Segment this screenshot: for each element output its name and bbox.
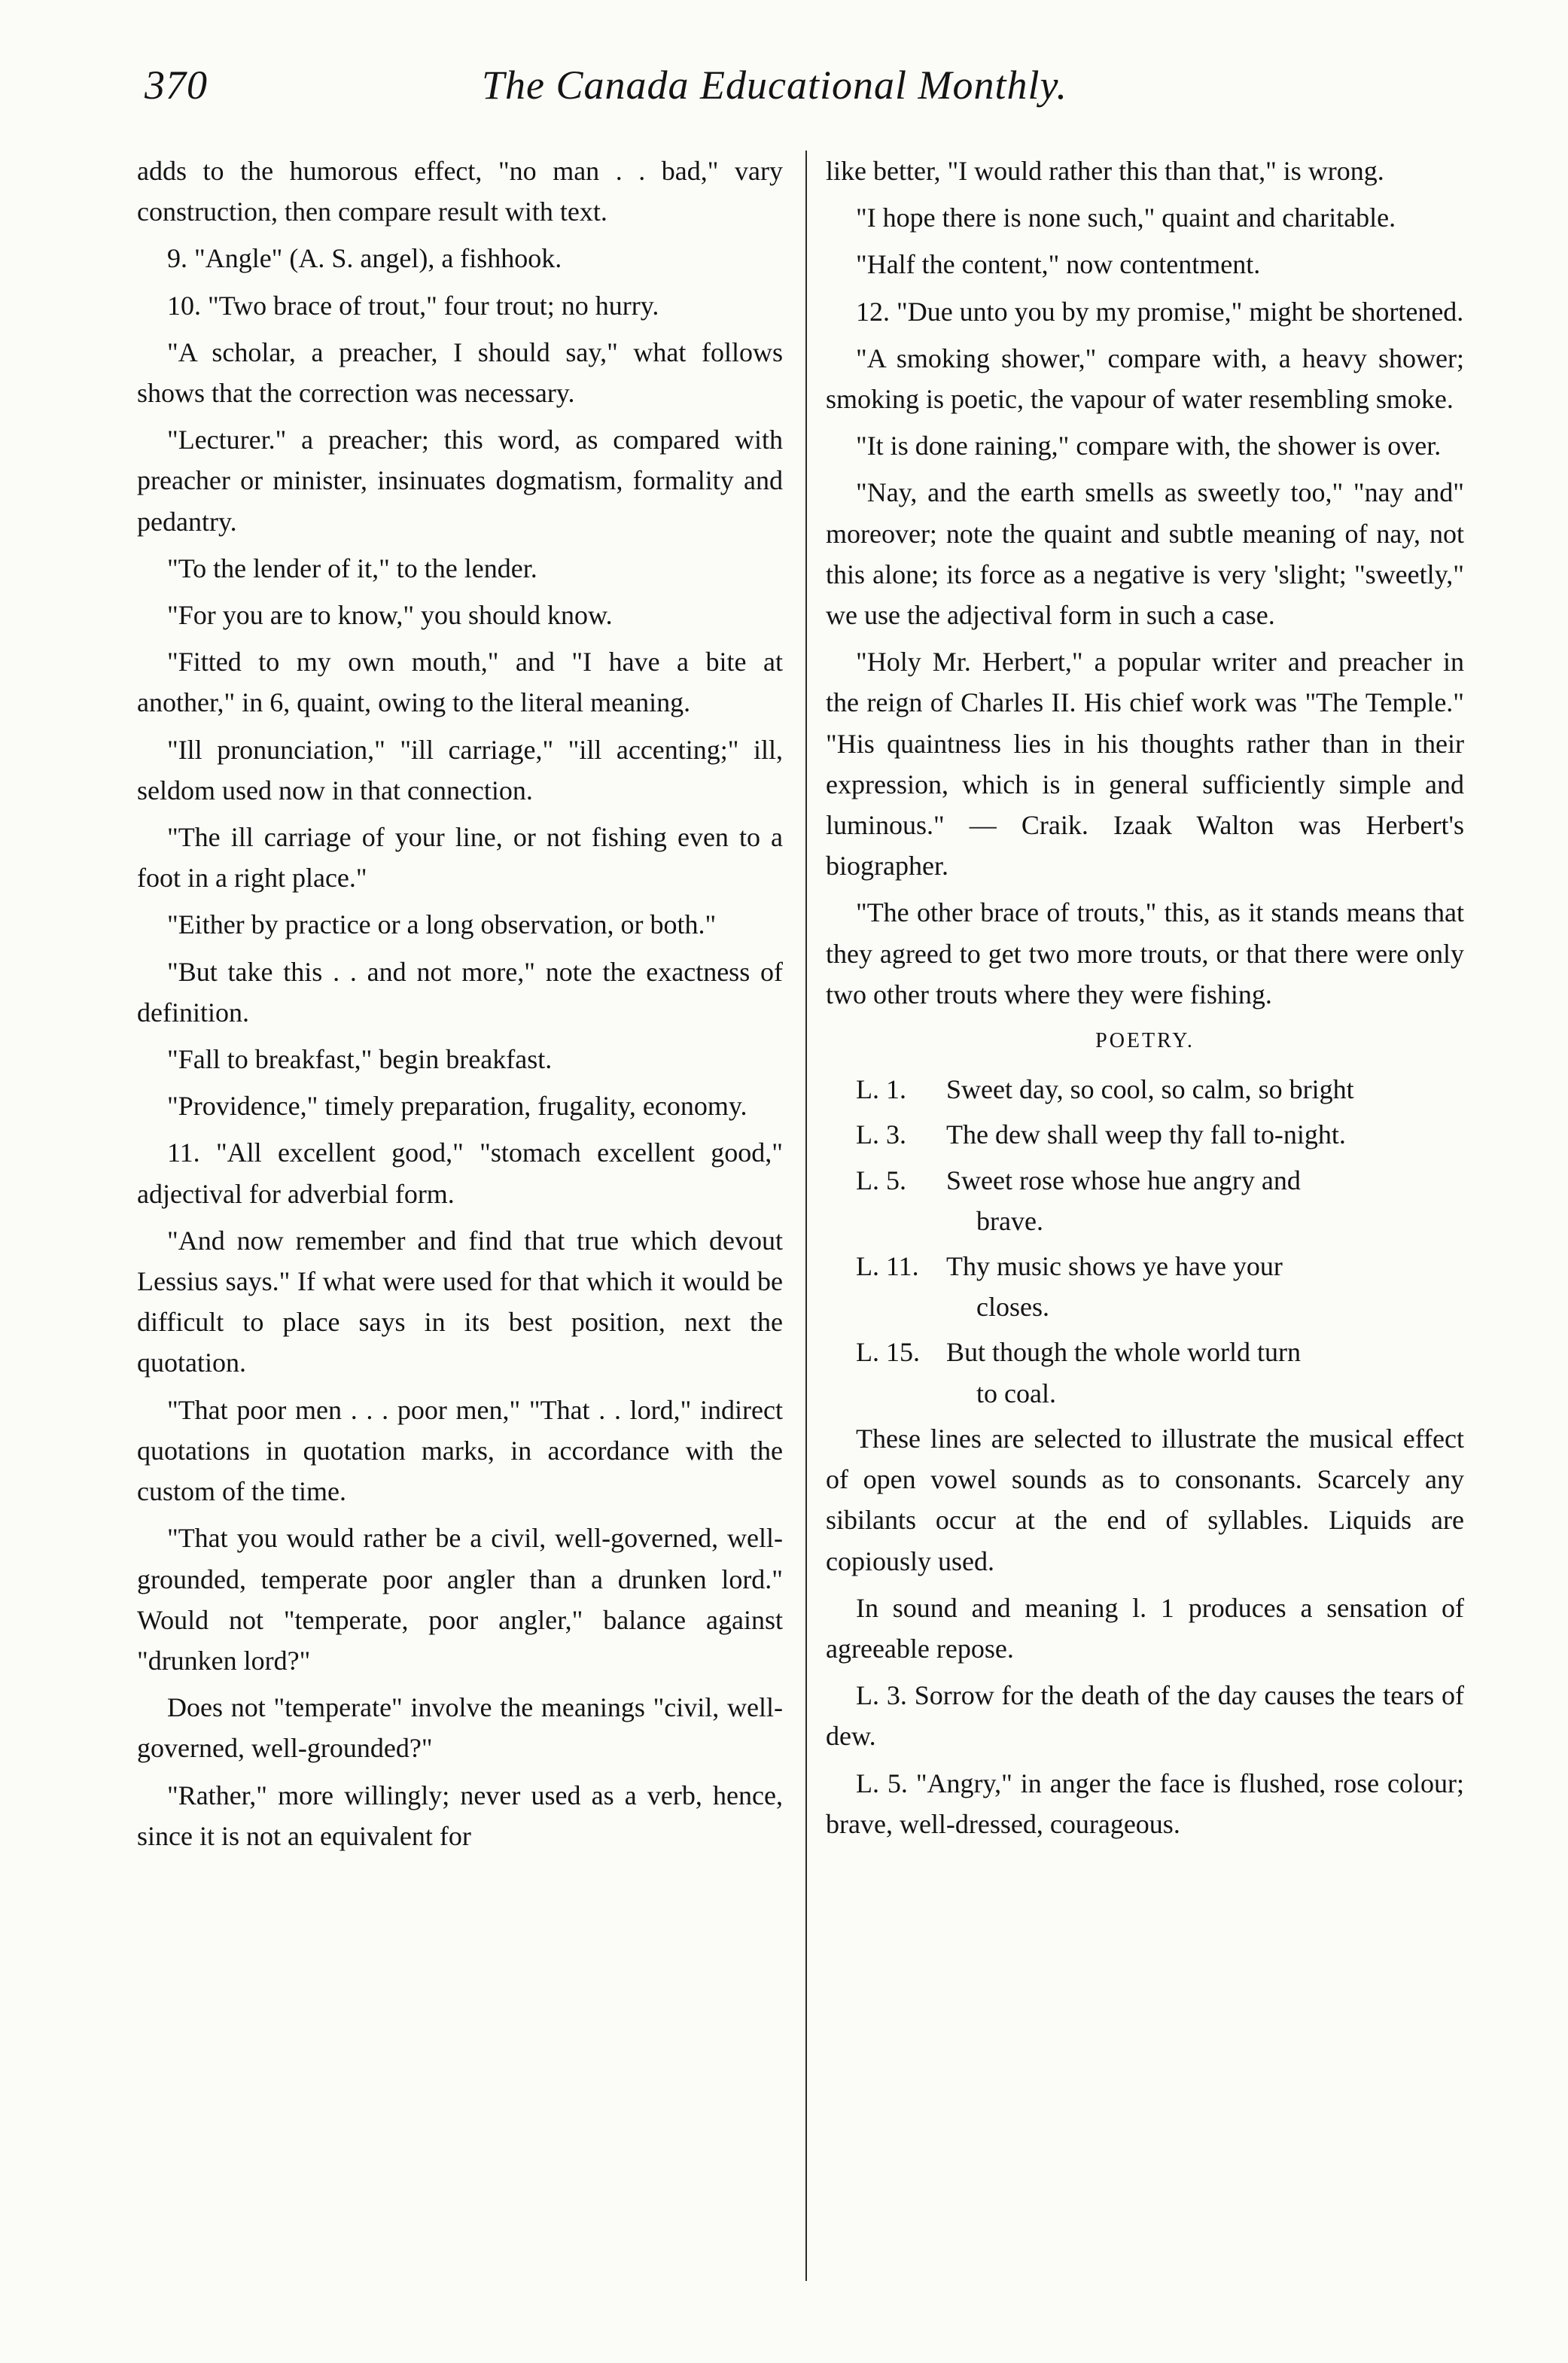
paragraph: "The other brace of trouts," this, as it stands means that they agreed to get two more trouts, or that there were only two other trouts where they were fishing. <box>826 897 1464 1009</box>
paragraph: "That poor men . . . poor men," "That . . lord," indirect quotations in quotation marks, in accordance with the custom of the time. <box>137 1394 783 1507</box>
verse-line-number: L. 5. <box>856 1165 906 1195</box>
verse-line-text: Thy music shows ye have your <box>946 1251 1283 1282</box>
paragraph: adds to the humorous effect, "no man . . bad," vary construction, then compare result with text. <box>137 156 783 227</box>
verse-line <box>856 1114 1464 1155</box>
verse-line-number: L. 3. <box>856 1119 906 1150</box>
paragraph: Does not "temperate" involve the meanings "civil, well-governed, well-grounded?" <box>137 1692 783 1764</box>
paragraph: "But take this . . and not more," note the exactness of definition. <box>137 956 783 1028</box>
paragraph: "Ill pronunciation," "ill carriage," "ill accenting;" ill, seldom used now in that connection. <box>137 734 783 805</box>
verse-line-text: The dew shall weep thy fall to-night. <box>946 1119 1346 1150</box>
paragraph: "That you would rather be a civil, well-governed, well-grounded, temperate poor angler than a drunken lord." Would not "temperate, poor angler," balance against "drunken lord?" <box>137 1523 783 1676</box>
paragraph: "A smoking shower," compare with, a heavy shower; smoking is poetic, the vapour of water resembling smoke. <box>826 343 1464 415</box>
paragraph: 11. "All excellent good," "stomach excellent good," adjectival for adverbial form. <box>137 1137 783 1209</box>
verse-line-number: L. 11. <box>856 1251 919 1282</box>
verse-line <box>856 1069 1464 1110</box>
paragraph: L. 5. "Angry," in anger the face is flushed, rose colour; brave, well-dressed, courageous. <box>826 1768 1464 1839</box>
right-column <box>826 151 1464 1850</box>
verse-line-text: Sweet rose whose hue angry and <box>946 1165 1301 1195</box>
paragraph: 10. "Two brace of trout," four trout; no hurry. <box>167 290 659 321</box>
left-column <box>137 151 783 1862</box>
paragraph: L. 3. Sorrow for the death of the day causes the tears of dew. <box>826 1680 1464 1752</box>
verse-line-number: L. 15. <box>856 1337 920 1368</box>
paragraph: In sound and meaning l. 1 produces a sensation of agreeable repose. <box>826 1592 1464 1664</box>
paragraph: "Rather," more willingly; never used as a verb, hence, since it is not an equivalent for <box>137 1780 783 1851</box>
paragraph: "Half the content," now contentment. <box>856 249 1261 280</box>
paragraph: "Fall to breakfast," begin breakfast. <box>167 1044 553 1075</box>
verse-line-continuation: to coal. <box>976 1378 1056 1408</box>
paragraph: These lines are selected to illustrate the musical effect of open vowel sounds as to consonants. Scarcely any sibilants occur at the end of syllables. Liquids are copiously used. <box>826 1423 1464 1576</box>
paragraph: "Holy Mr. Herbert," a popular writer and preacher in the reign of Charles II. His chief work was "The Temple." "His quaintness lies in his thoughts rather than in their expression, which is in general sufficiently simple and luminous." — Craik. Izaak Walton was Herbert's biographer. <box>826 647 1464 882</box>
running-title: The Canada Educational Monthly. <box>482 62 1067 108</box>
verse-line-continuation: brave. <box>976 1205 1043 1236</box>
paragraph: "I hope there is none such," quaint and charitable. <box>856 202 1396 233</box>
paragraph: "A scholar, a preacher, I should say," what follows shows that the correction was necessary. <box>137 336 783 409</box>
paragraph: "And now remember and find that true which devout Lessius says." If what were used for that which it would be difficult to place says in its best position, next the quotation. <box>137 1225 783 1378</box>
paragraph: like better, "I would rather this than that," is wrong. <box>826 156 1384 186</box>
paragraph: "Fitted to my own mouth," and "I have a bite at another," in 6, quaint, owing to the literal meaning. <box>137 647 783 718</box>
paragraph: "Nay, and the earth smells as sweetly too," "nay and" moreover; note the quaint and subtle meaning of nay, not this alone; its force as a negative is very 'slight; "sweetly," we use the adjectival form in such a case. <box>826 477 1464 631</box>
column-divider <box>805 151 807 2281</box>
paragraph: "For you are to know," you should know. <box>167 600 613 631</box>
verse-line <box>856 1160 1464 1241</box>
verse-line-text: Sweet day, so cool, so calm, so bright <box>946 1074 1354 1105</box>
verse-line <box>856 1332 1464 1413</box>
verse-line-number: L. 1. <box>856 1074 906 1105</box>
poetry-heading: POETRY. <box>1095 1029 1195 1053</box>
paragraph: "The ill carriage of your line, or not fishing even to a foot in a right place." <box>137 822 783 894</box>
paragraph: "Lecturer." a preacher; this word, as compared with preacher or minister, insinuates dogmatism, formality and pedantry. <box>137 425 783 537</box>
verse-line-text: But though the whole world turn <box>946 1337 1301 1368</box>
paragraph: "It is done raining," compare with, the shower is over. <box>856 431 1442 461</box>
paragraph: 9. "Angle" (A. S. angel), a fishhook. <box>167 243 562 274</box>
paragraph: "Either by practice or a long observation, or both." <box>167 909 717 940</box>
paragraph: "Providence," timely preparation, frugality, economy. <box>167 1091 747 1122</box>
verse-line-continuation: closes. <box>976 1292 1049 1323</box>
paragraph: 12. "Due unto you by my promise," might be shortened. <box>856 296 1464 327</box>
verse-line <box>856 1246 1464 1327</box>
page-number: 370 <box>145 62 208 108</box>
paragraph: "To the lender of it," to the lender. <box>167 553 537 583</box>
